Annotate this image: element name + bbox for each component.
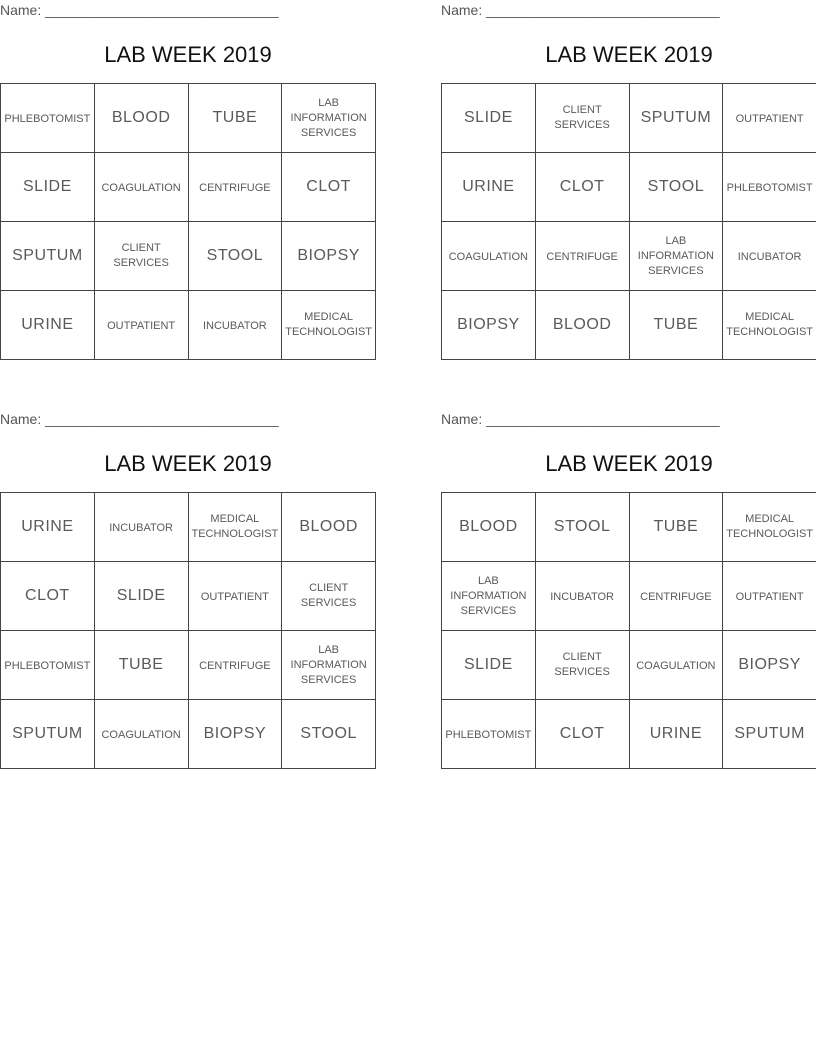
grid-cell: URINE (629, 700, 723, 769)
grid-cell: BIOPSY (442, 291, 536, 360)
grid-cell: OUTPATIENT (723, 562, 816, 631)
grid-cell: STOOL (535, 493, 629, 562)
grid-row (1, 631, 376, 700)
grid-cell: TUBE (629, 493, 723, 562)
name-field: Name: ______________________________ (441, 2, 720, 18)
grid-cell: SPUTUM (1, 222, 95, 291)
grid-cell: PHLEBOTOMIST (723, 153, 816, 222)
grid-cell: COAGULATION (629, 631, 723, 700)
grid-cell: CENTRIFUGE (188, 631, 282, 700)
grid-cell: BIOPSY (188, 700, 282, 769)
grid-cell: INCUBATOR (188, 291, 282, 360)
card-title: LAB WEEK 2019 (545, 451, 713, 476)
grid-cell: BLOOD (282, 493, 376, 562)
grid-cell: SPUTUM (1, 700, 95, 769)
grid-cell: BLOOD (94, 84, 188, 153)
bingo-grid (0, 492, 376, 769)
grid-cell: TUBE (188, 84, 282, 153)
grid-cell: STOOL (282, 700, 376, 769)
grid-cell: PHLEBOTOMIST (1, 84, 95, 153)
bingo-grid (0, 83, 376, 360)
grid-cell: PHLEBOTOMIST (1, 631, 95, 700)
grid-cell: CLIENT SERVICES (535, 631, 629, 700)
card-title: LAB WEEK 2019 (104, 451, 272, 476)
grid-cell: CLIENT SERVICES (94, 222, 188, 291)
grid-cell: COAGULATION (442, 222, 536, 291)
grid-row (442, 700, 816, 769)
grid-cell: COAGULATION (94, 700, 188, 769)
grid-cell: BLOOD (535, 291, 629, 360)
grid-cell: SLIDE (442, 631, 536, 700)
grid-cell: MEDICAL TECHNOLOGIST (723, 493, 816, 562)
bingo-grid (441, 83, 816, 360)
name-field: Name: ______________________________ (0, 2, 279, 18)
grid-cell: COAGULATION (94, 153, 188, 222)
grid-row (442, 562, 816, 631)
grid-cell: BLOOD (442, 493, 536, 562)
grid-cell: MEDICAL TECHNOLOGIST (282, 291, 376, 360)
grid-cell: INCUBATOR (723, 222, 816, 291)
grid-cell: INCUBATOR (535, 562, 629, 631)
grid-cell: LAB INFORMATION SERVICES (282, 631, 376, 700)
grid-row (1, 84, 376, 153)
grid-cell: STOOL (188, 222, 282, 291)
bingo-grid (441, 492, 816, 769)
grid-cell: LAB INFORMATION SERVICES (282, 84, 376, 153)
grid-row (1, 291, 376, 360)
grid-cell: STOOL (629, 153, 723, 222)
grid-cell: CLOT (535, 700, 629, 769)
grid-cell: LAB INFORMATION SERVICES (442, 562, 536, 631)
grid-cell: CENTRIFUGE (629, 562, 723, 631)
grid-cell: INCUBATOR (94, 493, 188, 562)
grid-cell: CENTRIFUGE (535, 222, 629, 291)
card-title: LAB WEEK 2019 (104, 42, 272, 67)
grid-cell: BIOPSY (723, 631, 816, 700)
grid-cell: SLIDE (94, 562, 188, 631)
grid-row (442, 291, 816, 360)
grid-row (1, 222, 376, 291)
grid-cell: MEDICAL TECHNOLOGIST (723, 291, 816, 360)
grid-row (442, 222, 816, 291)
grid-cell: CLOT (535, 153, 629, 222)
grid-cell: CLIENT SERVICES (282, 562, 376, 631)
grid-cell: URINE (442, 153, 536, 222)
grid-cell: CLOT (282, 153, 376, 222)
card-title: LAB WEEK 2019 (545, 42, 713, 67)
grid-cell: OUTPATIENT (723, 84, 816, 153)
grid-cell: SPUTUM (723, 700, 816, 769)
grid-cell: URINE (1, 493, 95, 562)
grid-row (442, 84, 816, 153)
grid-cell: OUTPATIENT (188, 562, 282, 631)
grid-cell: SLIDE (442, 84, 536, 153)
name-field: Name: ______________________________ (441, 411, 720, 427)
grid-cell: CENTRIFUGE (188, 153, 282, 222)
grid-cell: SLIDE (1, 153, 95, 222)
name-field: Name: ______________________________ (0, 411, 279, 427)
grid-cell: BIOPSY (282, 222, 376, 291)
grid-row (442, 493, 816, 562)
grid-cell: OUTPATIENT (94, 291, 188, 360)
grid-row (1, 493, 376, 562)
grid-cell: MEDICAL TECHNOLOGIST (188, 493, 282, 562)
grid-row (1, 562, 376, 631)
grid-row (1, 700, 376, 769)
grid-cell: SPUTUM (629, 84, 723, 153)
grid-row (1, 153, 376, 222)
grid-row (442, 631, 816, 700)
grid-row (442, 153, 816, 222)
grid-cell: TUBE (629, 291, 723, 360)
grid-cell: CLIENT SERVICES (535, 84, 629, 153)
grid-cell: URINE (1, 291, 95, 360)
grid-cell: LAB INFORMATION SERVICES (629, 222, 723, 291)
grid-cell: TUBE (94, 631, 188, 700)
grid-cell: PHLEBOTOMIST (442, 700, 536, 769)
grid-cell: CLOT (1, 562, 95, 631)
